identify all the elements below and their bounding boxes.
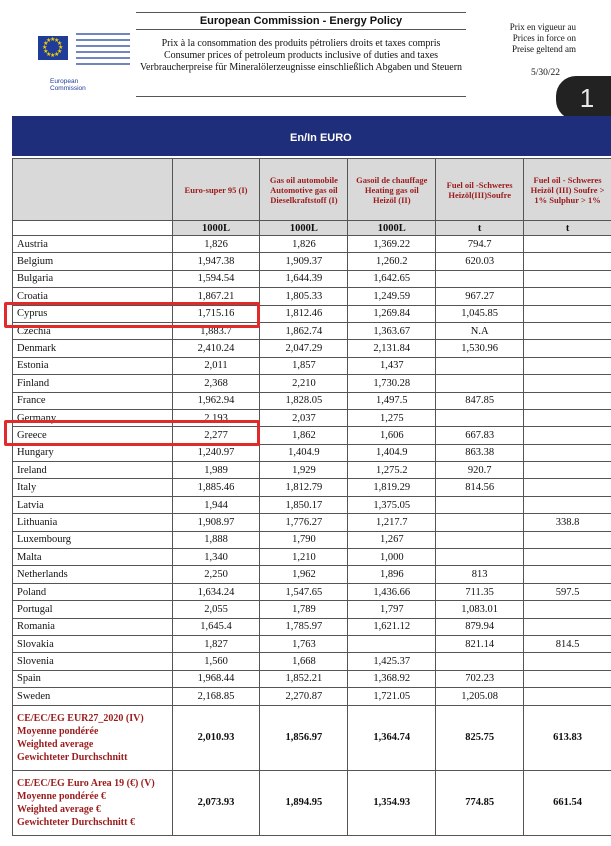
price-cell: 1,205.08 <box>436 688 524 705</box>
price-cell: 1,045.85 <box>436 305 524 322</box>
price-cell: 814.5 <box>524 635 611 652</box>
price-cell: 1,819.29 <box>348 479 436 496</box>
country-name: Austria <box>13 236 173 253</box>
price-cell: 1,547.65 <box>260 583 348 600</box>
table-row <box>13 496 611 513</box>
price-cell: 1,530.96 <box>436 340 524 357</box>
price-cell <box>524 549 611 566</box>
price-cell <box>524 427 611 444</box>
country-column-header <box>13 159 173 221</box>
table-row <box>13 670 611 687</box>
price-cell: N.A <box>436 322 524 339</box>
price-cell: 1,812.79 <box>260 479 348 496</box>
price-cell: 2,277 <box>172 427 260 444</box>
star-icon: ★ <box>54 38 60 45</box>
price-cell: 1,368.92 <box>348 670 436 687</box>
star-icon: ★ <box>50 53 56 59</box>
price-cell: 2,131.84 <box>348 340 436 357</box>
price-cell: 1,425.37 <box>348 653 436 670</box>
price-cell: 1,217.7 <box>348 514 436 531</box>
price-cell: 1,968.44 <box>172 670 260 687</box>
aggregate-label-line: Weighted average <box>17 738 94 750</box>
price-cell: 1,269.84 <box>348 305 436 322</box>
country-name: Romania <box>13 618 173 635</box>
price-cell: 2,011 <box>172 357 260 374</box>
price-cell: 1,210 <box>260 549 348 566</box>
star-icon: ★ <box>56 49 63 55</box>
country-name: Finland <box>13 375 173 392</box>
column-header: Euro-super 95 (I) <box>172 159 260 221</box>
price-cell: 1,644.39 <box>260 270 348 287</box>
price-cell: 1,827 <box>172 635 260 652</box>
star-icon: ★ <box>58 45 64 51</box>
price-cell: 1,797 <box>348 601 436 618</box>
price-cell: 794.7 <box>436 236 524 253</box>
aggregate-label-line: Weighted average € <box>17 803 101 815</box>
price-cell: 1,852.21 <box>260 670 348 687</box>
table-row <box>13 531 611 548</box>
star-icon: ★ <box>43 41 49 47</box>
unit-cell: 1000L <box>348 221 436 236</box>
price-cell <box>436 496 524 513</box>
price-cell: 1,812.46 <box>260 305 348 322</box>
price-cell <box>524 566 611 583</box>
price-cell: 2,410.24 <box>172 340 260 357</box>
table-row <box>13 583 611 600</box>
price-cell: 1,363.67 <box>348 322 436 339</box>
price-cell <box>524 270 611 287</box>
aggregate-label-line: Moyenne pondérée € <box>17 790 106 802</box>
unit-cell: 1000L <box>260 221 348 236</box>
price-cell <box>524 653 611 670</box>
price-cell: 1,249.59 <box>348 288 436 305</box>
star-icon: ★ <box>56 41 63 47</box>
price-cell: 620.03 <box>436 253 524 270</box>
unit-cell: t <box>436 221 524 236</box>
price-cell: 1,437 <box>348 357 436 374</box>
star-icon: ★ <box>43 49 49 55</box>
table-row <box>13 688 611 705</box>
price-cell: 1,621.12 <box>348 618 436 635</box>
price-cell: 1,789 <box>260 601 348 618</box>
price-cell: 1,642.65 <box>348 270 436 287</box>
price-cell <box>524 392 611 409</box>
country-name: Slovakia <box>13 635 173 652</box>
price-cell <box>436 409 524 426</box>
price-cell: 2,037 <box>260 409 348 426</box>
price-cell: 1,908.97 <box>172 514 260 531</box>
price-cell: 1,715.16 <box>172 305 260 322</box>
table-row <box>13 479 611 496</box>
country-name: France <box>13 392 173 409</box>
document-title: European Commission - Energy Policy <box>136 12 466 30</box>
price-cell: 2,368 <box>172 375 260 392</box>
price-cell <box>436 375 524 392</box>
eu-flag-icon <box>38 36 68 60</box>
price-cell <box>524 618 611 635</box>
price-cell: 2,168.85 <box>172 688 260 705</box>
aggregate-value: 1,856.97 <box>260 705 348 770</box>
price-cell: 597.5 <box>524 583 611 600</box>
country-name: Germany <box>13 409 173 426</box>
price-cell: 702.23 <box>436 670 524 687</box>
table-row <box>13 392 611 409</box>
unit-cell: 1000L <box>172 221 260 236</box>
price-cell <box>436 531 524 548</box>
price-date: 5/30/22 <box>530 68 560 78</box>
document-subtitle: Prix à la consommation des produits pétroliers droits et taxes compris Consumer prices of petroleum products inclusive of duties and taxes Verbraucherpreise für Mineralölerzeugnisse einschließlich Abgaben und Steuern <box>139 38 463 73</box>
price-cell <box>524 409 611 426</box>
table-row <box>13 618 611 635</box>
price-cell: 1,888 <box>172 531 260 548</box>
country-name: Portugal <box>13 601 173 618</box>
price-cell: 1,721.05 <box>348 688 436 705</box>
country-name: Hungary <box>13 444 173 461</box>
table-row <box>13 653 611 670</box>
aggregate-label <box>13 705 173 770</box>
table-row <box>13 375 611 392</box>
country-name: Croatia <box>13 288 173 305</box>
price-cell <box>524 479 611 496</box>
price-cell: 1,862 <box>260 427 348 444</box>
table-row <box>13 601 611 618</box>
star-icon: ★ <box>50 37 56 43</box>
price-cell: 1,962.94 <box>172 392 260 409</box>
star-icon: ★ <box>46 51 52 58</box>
price-cell: 1,634.24 <box>172 583 260 600</box>
price-cell: 847.85 <box>436 392 524 409</box>
price-cell <box>524 444 611 461</box>
price-cell: 1,989 <box>172 462 260 479</box>
price-cell: 814.56 <box>436 479 524 496</box>
aggregate-row <box>13 770 611 835</box>
price-cell <box>436 514 524 531</box>
aggregate-value: 1,364.74 <box>348 705 436 770</box>
price-cell: 1,857 <box>260 357 348 374</box>
price-cell <box>524 601 611 618</box>
price-cell <box>524 236 611 253</box>
country-name: Greece <box>13 427 173 444</box>
price-cell <box>524 253 611 270</box>
price-cell: 1,606 <box>348 427 436 444</box>
aggregate-value: 825.75 <box>436 705 524 770</box>
country-name: Ireland <box>13 462 173 479</box>
aggregate-value: 774.85 <box>436 770 524 835</box>
aggregate-value: 2,073.93 <box>172 770 260 835</box>
price-cell: 1,826 <box>260 236 348 253</box>
aggregate-row <box>13 705 611 770</box>
logo-text: European Commission <box>50 78 86 92</box>
price-cell <box>524 322 611 339</box>
aggregate-label-line: Moyenne pondérée <box>17 725 99 737</box>
price-cell: 1,883.7 <box>172 322 260 339</box>
price-cell: 1,404.9 <box>260 444 348 461</box>
aggregate-value: 1,354.93 <box>348 770 436 835</box>
price-cell: 1,730.28 <box>348 375 436 392</box>
price-cell <box>436 357 524 374</box>
price-cell: 2,055 <box>172 601 260 618</box>
price-cell: 1,867.21 <box>172 288 260 305</box>
price-table <box>12 158 611 836</box>
country-name: Estonia <box>13 357 173 374</box>
price-cell: 1,790 <box>260 531 348 548</box>
table-row <box>13 340 611 357</box>
table-row <box>13 514 611 531</box>
aggregate-value: 613.83 <box>524 705 611 770</box>
table-row <box>13 635 611 652</box>
country-name: Italy <box>13 479 173 496</box>
table-row <box>13 462 611 479</box>
column-header: Gas oil automobile Automotive gas oil Dieselkraftstoff (I) <box>260 159 348 221</box>
price-cell: 1,645.4 <box>172 618 260 635</box>
star-icon: ★ <box>46 38 52 45</box>
berlaymont-building-icon <box>72 30 134 66</box>
price-cell: 338.8 <box>524 514 611 531</box>
country-name: Denmark <box>13 340 173 357</box>
table-row <box>13 566 611 583</box>
price-cell: 1,962 <box>260 566 348 583</box>
price-cell: 1,862.74 <box>260 322 348 339</box>
price-cell: 821.14 <box>436 635 524 652</box>
price-cell <box>436 270 524 287</box>
country-name: Belgium <box>13 253 173 270</box>
price-cell: 920.7 <box>436 462 524 479</box>
column-header: Fuel oil -Schweres Heizöl(III)Soufre <box>436 159 524 221</box>
prices-in-force-label: Prix en vigueur au Prices in force on Preise geltend am <box>509 22 576 54</box>
star-icon: ★ <box>42 45 48 51</box>
aggregate-label-line: Gewichteter Durchschnitt <box>17 751 128 763</box>
price-cell <box>524 531 611 548</box>
price-cell: 1,083.01 <box>436 601 524 618</box>
table-row <box>13 549 611 566</box>
country-name: Poland <box>13 583 173 600</box>
aggregate-label-line: CE/EC/EG EUR27_2020 (IV) <box>17 712 144 724</box>
price-cell: 2,250 <box>172 566 260 583</box>
country-name: Luxembourg <box>13 531 173 548</box>
price-cell <box>524 375 611 392</box>
price-cell: 667.83 <box>436 427 524 444</box>
price-cell: 1,369.22 <box>348 236 436 253</box>
price-cell: 1,850.17 <box>260 496 348 513</box>
price-cell: 1,828.05 <box>260 392 348 409</box>
aggregate-label-line: CE/EC/EG Euro Area 19 (€) (V) <box>17 777 155 789</box>
price-cell: 1,340 <box>172 549 260 566</box>
price-cell: 1,826 <box>172 236 260 253</box>
price-cell: 1,000 <box>348 549 436 566</box>
currency-label: En/In EURO <box>290 132 352 144</box>
highlight-box-cyprus <box>4 302 260 328</box>
price-cell: 1,885.46 <box>172 479 260 496</box>
price-cell: 1,260.2 <box>348 253 436 270</box>
aggregate-value: 1,894.95 <box>260 770 348 835</box>
table-row <box>13 270 611 287</box>
country-name: Latvia <box>13 496 173 513</box>
price-cell: 1,436.66 <box>348 583 436 600</box>
price-cell: 813 <box>436 566 524 583</box>
table-row <box>13 357 611 374</box>
price-cell <box>524 462 611 479</box>
price-cell: 1,776.27 <box>260 514 348 531</box>
aggregate-rows <box>13 705 611 835</box>
aggregate-label <box>13 770 173 835</box>
country-name: Czechia <box>13 322 173 339</box>
aggregate-label-line: Gewichteter Durchschnitt € <box>17 816 135 828</box>
price-cell <box>436 549 524 566</box>
price-cell <box>524 305 611 322</box>
country-name: Malta <box>13 549 173 566</box>
country-name: Netherlands <box>13 566 173 583</box>
price-cell: 1,497.5 <box>348 392 436 409</box>
price-cell <box>436 653 524 670</box>
aggregate-value: 661.54 <box>524 770 611 835</box>
price-cell: 863.38 <box>436 444 524 461</box>
price-cell: 1,944 <box>172 496 260 513</box>
price-cell: 1,947.38 <box>172 253 260 270</box>
price-cell <box>524 340 611 357</box>
price-cell: 967.27 <box>436 288 524 305</box>
header-rule <box>136 96 466 97</box>
highlight-box-greece <box>4 420 260 446</box>
price-cell: 1,375.05 <box>348 496 436 513</box>
price-cell: 2,193 <box>172 409 260 426</box>
price-cell: 711.35 <box>436 583 524 600</box>
price-cell: 1,909.37 <box>260 253 348 270</box>
table-row <box>13 253 611 270</box>
price-cell: 2,047.29 <box>260 340 348 357</box>
price-cell: 2,210 <box>260 375 348 392</box>
column-header: Fuel oil - Schweres Heizöl (III) Soufre > 1% Sulphur > 1% <box>524 159 611 221</box>
price-cell: 1,896 <box>348 566 436 583</box>
price-cell: 1,267 <box>348 531 436 548</box>
price-cell: 1,594.54 <box>172 270 260 287</box>
price-cell: 1,275 <box>348 409 436 426</box>
country-name: Spain <box>13 670 173 687</box>
country-name: Cyprus <box>13 305 173 322</box>
country-name: Slovenia <box>13 653 173 670</box>
star-icon: ★ <box>54 51 60 58</box>
price-cell: 1,560 <box>172 653 260 670</box>
country-name: Sweden <box>13 688 173 705</box>
country-name: Lithuania <box>13 514 173 531</box>
price-cell: 1,240.97 <box>172 444 260 461</box>
unit-cell: t <box>524 221 611 236</box>
column-header: Gasoil de chauffage Heating gas oil Heizöl (II) <box>348 159 436 221</box>
page-number-badge[interactable]: 1 <box>556 76 611 120</box>
price-cell: 1,763 <box>260 635 348 652</box>
price-cell: 1,929 <box>260 462 348 479</box>
price-cell: 2,270.87 <box>260 688 348 705</box>
price-cell: 1,275.2 <box>348 462 436 479</box>
table-row <box>13 444 611 461</box>
ec-logo <box>10 12 130 90</box>
price-cell <box>524 496 611 513</box>
price-cell <box>524 288 611 305</box>
price-cell <box>524 357 611 374</box>
unit-row <box>13 221 611 236</box>
price-cell <box>348 635 436 652</box>
price-cell <box>524 688 611 705</box>
country-name: Bulgaria <box>13 270 173 287</box>
price-cell: 1,404.9 <box>348 444 436 461</box>
price-cell: 1,805.33 <box>260 288 348 305</box>
price-cell: 1,785.97 <box>260 618 348 635</box>
table-row <box>13 236 611 253</box>
price-cell <box>524 670 611 687</box>
aggregate-value: 2,010.93 <box>172 705 260 770</box>
price-cell: 879.94 <box>436 618 524 635</box>
price-cell: 1,668 <box>260 653 348 670</box>
